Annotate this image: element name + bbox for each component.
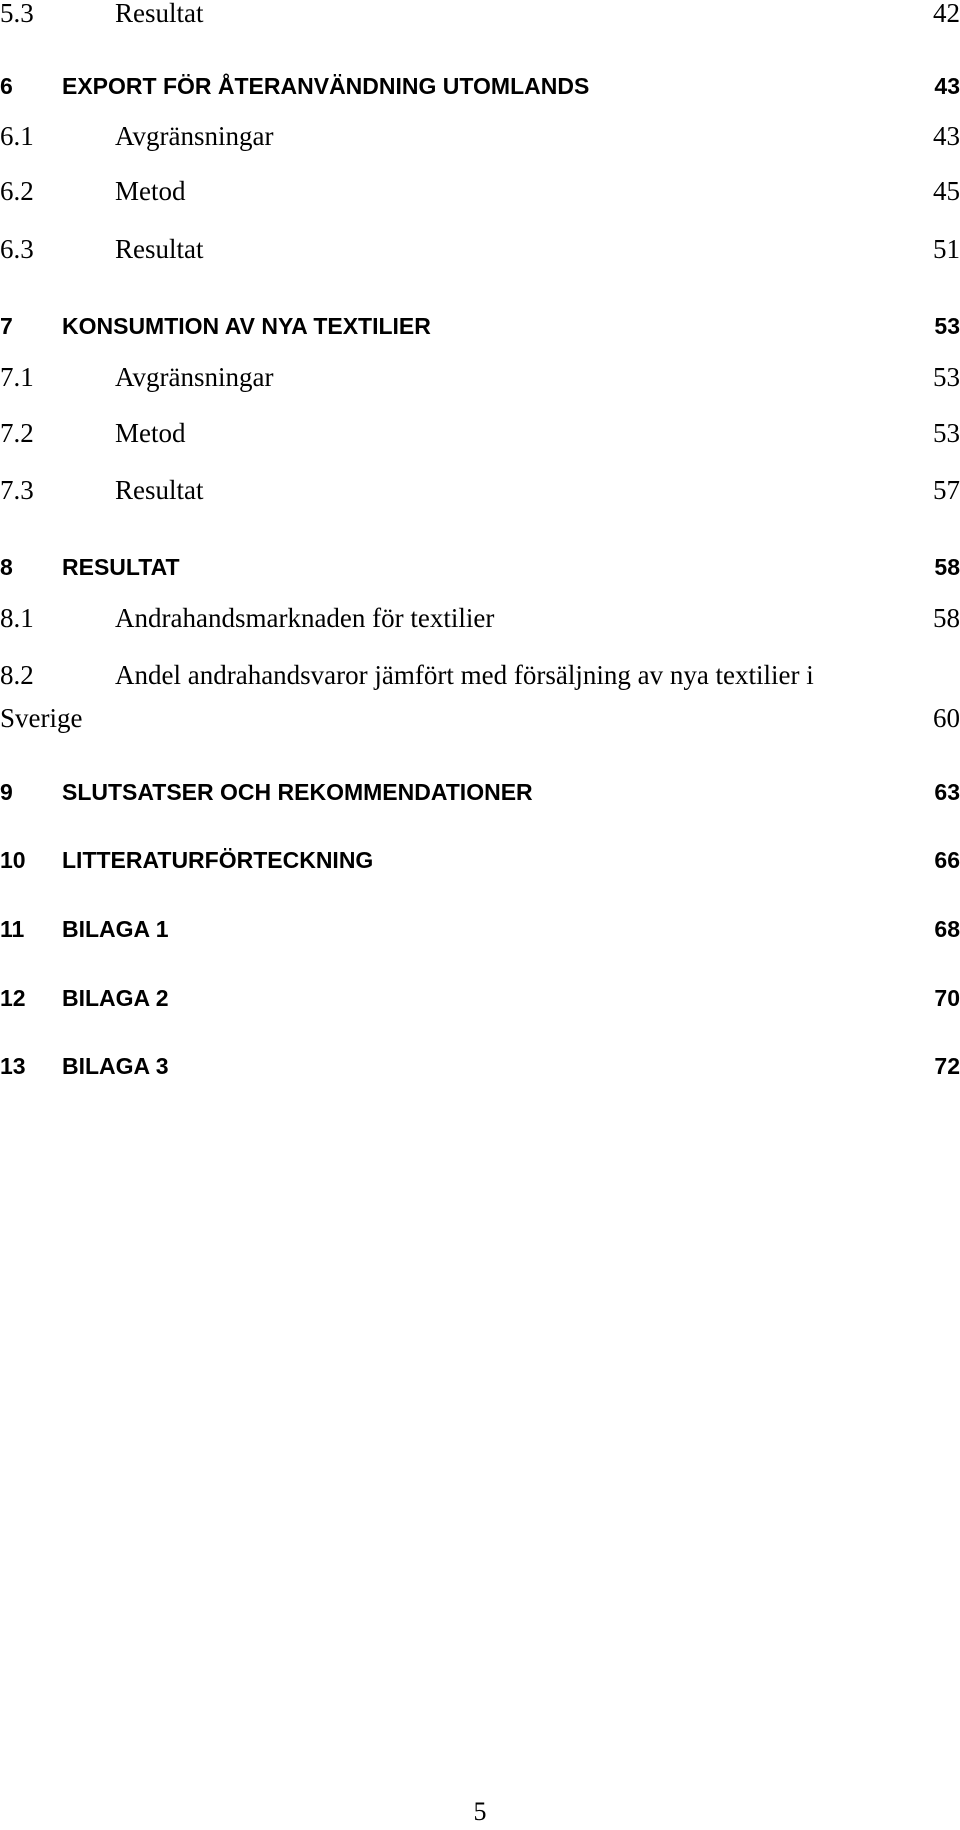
toc-entry-title: LITTERATURFÖRTECKNING bbox=[62, 847, 374, 873]
toc-entry-page: 51 bbox=[933, 234, 960, 264]
toc-entry-8-2-continuation[interactable] bbox=[0, 698, 960, 738]
toc-entry-page: 66 bbox=[934, 847, 960, 873]
toc-entry-page: 43 bbox=[934, 73, 960, 99]
toc-entry-7-1[interactable] bbox=[0, 357, 960, 397]
toc-entry-title: Metod bbox=[115, 418, 186, 448]
toc-entry-page: 53 bbox=[934, 313, 960, 339]
toc-entry-page: 53 bbox=[933, 362, 960, 392]
toc-entry-title: KONSUMTION AV NYA TEXTILIER bbox=[62, 313, 431, 339]
toc-entry-title: RESULTAT bbox=[62, 554, 180, 580]
toc-entry-7[interactable] bbox=[0, 306, 960, 346]
page-number-text: 5 bbox=[473, 1797, 487, 1826]
toc-entry-page: 72 bbox=[934, 1053, 960, 1079]
toc-entry-title: BILAGA 3 bbox=[62, 1053, 169, 1079]
toc-entry-number: 7.1 bbox=[0, 362, 34, 392]
toc-entry-page: 58 bbox=[933, 603, 960, 633]
toc-entry-page: 43 bbox=[933, 121, 960, 151]
toc-entry-title: Avgränsningar bbox=[115, 362, 274, 392]
toc-entry-number: 11 bbox=[0, 916, 25, 942]
toc-entry-number: 7.3 bbox=[0, 475, 34, 505]
toc-entry-title: Metod bbox=[115, 176, 186, 206]
toc-entry-title: Andel andrahandsvaror jämfört med försäljning av nya textilier i bbox=[115, 660, 814, 690]
toc-entry-5-3[interactable] bbox=[0, 0, 960, 33]
toc-entry-8[interactable] bbox=[0, 547, 960, 587]
toc-entry-page: 57 bbox=[933, 475, 960, 505]
toc-entry-title: Andrahandsmarknaden för textilier bbox=[115, 603, 495, 633]
toc-entry-title: BILAGA 2 bbox=[62, 985, 169, 1011]
toc-entry-title: EXPORT FÖR ÅTERANVÄNDNING UTOMLANDS bbox=[62, 73, 590, 99]
toc-entry-title: Resultat bbox=[115, 0, 204, 28]
toc-entry-number: 6.1 bbox=[0, 121, 34, 151]
toc-entry-10[interactable] bbox=[0, 840, 960, 880]
toc-entry-page: 42 bbox=[933, 0, 960, 28]
page-number bbox=[0, 1797, 960, 1827]
toc-entry-page: 63 bbox=[934, 779, 960, 805]
toc-entry-page: 60 bbox=[933, 703, 960, 733]
toc-entry-number: 8.2 bbox=[0, 660, 34, 690]
toc-entry-11[interactable] bbox=[0, 909, 960, 949]
toc-entry-6-2[interactable] bbox=[0, 171, 960, 211]
toc-entry-number: 8 bbox=[0, 554, 13, 580]
toc-entry-title: Avgränsningar bbox=[115, 121, 274, 151]
toc-entry-7-2[interactable] bbox=[0, 413, 960, 453]
toc-entry-number: 10 bbox=[0, 847, 26, 873]
toc-entry-title: BILAGA 1 bbox=[62, 916, 169, 942]
toc-entry-number: 6.2 bbox=[0, 176, 34, 206]
toc-entry-6-3[interactable] bbox=[0, 229, 960, 269]
toc-entry-page: 45 bbox=[933, 176, 960, 206]
toc-entry-number: 13 bbox=[0, 1053, 26, 1079]
toc-entry-9[interactable] bbox=[0, 772, 960, 812]
toc-entry-number: 7.2 bbox=[0, 418, 34, 448]
toc-entry-page: 53 bbox=[933, 418, 960, 448]
toc-entry-number: 6 bbox=[0, 73, 13, 99]
toc-entry-page: 70 bbox=[934, 985, 960, 1011]
toc-entry-12[interactable] bbox=[0, 978, 960, 1018]
toc-entry-6[interactable] bbox=[0, 66, 960, 106]
toc-entry-number: 9 bbox=[0, 779, 13, 805]
toc-entry-8-1[interactable] bbox=[0, 598, 960, 638]
toc-entry-6-1[interactable] bbox=[0, 116, 960, 156]
toc-entry-number: 8.1 bbox=[0, 603, 34, 633]
toc-entry-7-3[interactable] bbox=[0, 470, 960, 510]
toc-entry-title: Resultat bbox=[115, 234, 204, 264]
toc-entry-page: 68 bbox=[934, 916, 960, 942]
toc-entry-13[interactable] bbox=[0, 1046, 960, 1086]
toc-entry-number: 5.3 bbox=[0, 0, 34, 28]
toc-entry-title: SLUTSATSER OCH REKOMMENDATIONER bbox=[62, 779, 533, 805]
toc-entry-number: 6.3 bbox=[0, 234, 34, 264]
toc-entry-number: 7 bbox=[0, 313, 13, 339]
toc-entry-8-2[interactable] bbox=[0, 655, 960, 695]
toc-entry-title: Resultat bbox=[115, 475, 204, 505]
toc-entry-title-continuation: Sverige bbox=[0, 703, 83, 733]
toc-entry-page: 58 bbox=[934, 554, 960, 580]
toc-entry-number: 12 bbox=[0, 985, 26, 1011]
